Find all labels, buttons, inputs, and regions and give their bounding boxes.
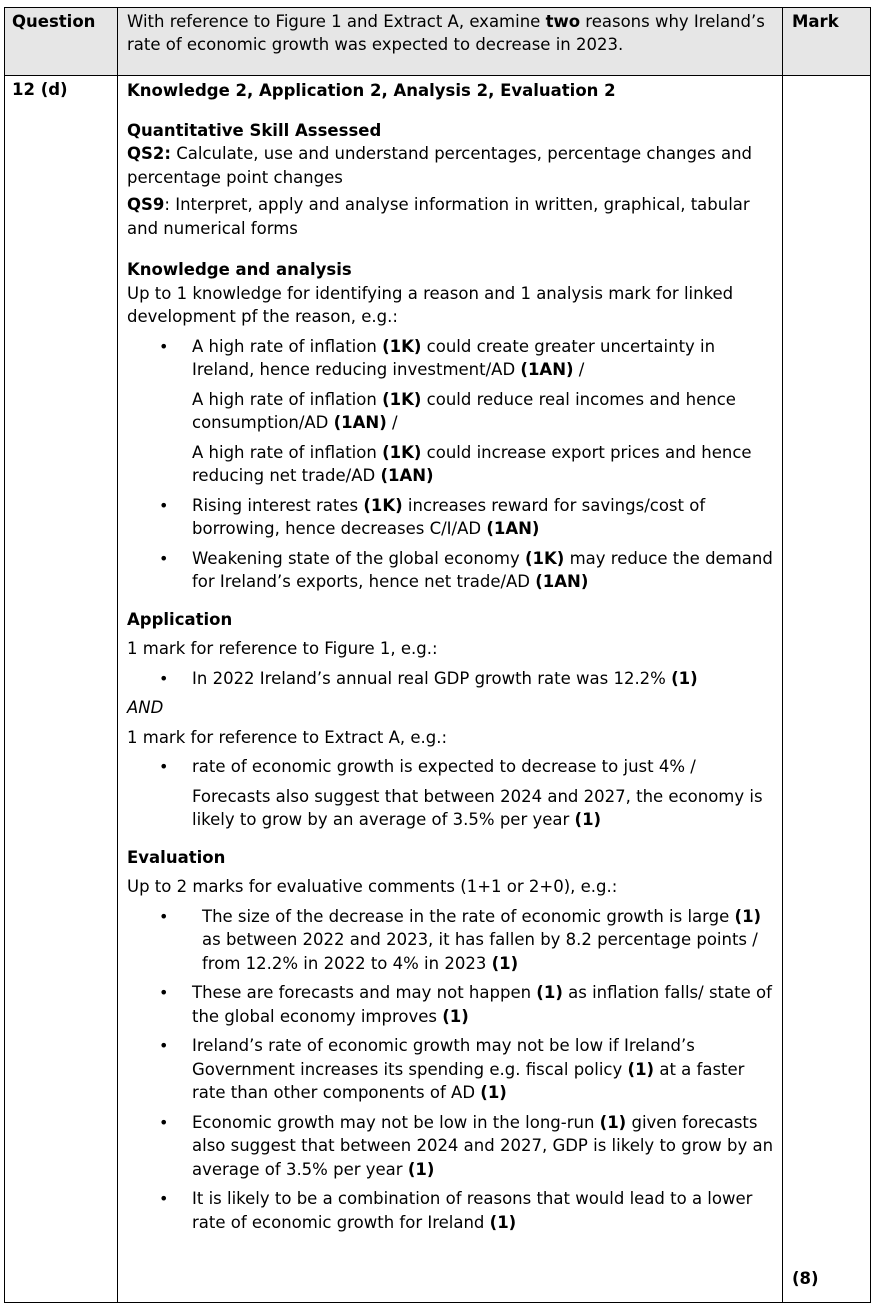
list-item: • These are forecasts and may not happen (1) as inflation falls/ state of the global economy improves (1) xyxy=(127,981,774,1028)
list-item: • Weakening state of the global economy (1K) may reduce the demand for Ireland’s exports, hence net trade/AD (1AN) xyxy=(127,547,774,594)
assessment-objectives: Knowledge 2, Application 2, Analysis 2, Evaluation 2 xyxy=(127,81,616,100)
list-item: • It is likely to be a combination of reasons that would lead to a lower rate of economic growth for Ireland (1) xyxy=(127,1187,774,1234)
header-row xyxy=(5,8,871,76)
list-item: • In 2022 Ireland’s annual real GDP growth rate was 12.2% (1) xyxy=(127,667,774,691)
question-header-cell xyxy=(5,8,118,76)
skill-qs9: QS9: Interpret, apply and analyse information in written, graphical, tabular and numerical forms xyxy=(127,195,750,238)
evaluation-heading: Evaluation xyxy=(127,847,226,867)
quantitative-heading: Quantitative Skill Assessed xyxy=(127,120,382,140)
mark-scheme-table xyxy=(4,7,871,1303)
total-mark: (8) xyxy=(792,1269,819,1288)
list-item: • Ireland’s rate of economic growth may not be low if Ireland’s Government increases its spending e.g. fiscal policy (1) at a faster rate than other components of AD (1) xyxy=(127,1034,774,1105)
question-label: Question xyxy=(12,12,96,31)
skill-qs2: QS2: Calculate, use and understand percentages, percentage changes and percentage point changes xyxy=(127,144,753,187)
question-number: 12 (d) xyxy=(12,80,68,99)
knowledge-analysis-heading: Knowledge and analysis xyxy=(127,260,352,279)
knowledge-analysis-list xyxy=(127,335,774,382)
mark-header-cell xyxy=(783,8,871,76)
mark-label: Mark xyxy=(792,12,839,31)
knowledge-analysis-intro: Up to 1 knowledge for identifying a reason and 1 analysis mark for linked development pf the reason, e.g.: xyxy=(127,283,734,326)
application-intro-extract: 1 mark for reference to Extract A, e.g.: xyxy=(127,727,448,747)
list-item-continuation: Forecasts also suggest that between 2024 and 2027, the economy is likely to grow by an average of 3.5% per year (1) xyxy=(192,786,763,829)
prompt-text: With reference to Figure 1 and Extract A, examine xyxy=(127,12,546,31)
list-item: • The size of the decrease in the rate of economic growth is large (1) as between 2022 and 2023, it has fallen by 8.2 percentage points / from 12.2% in 2022 to 4% in 2023 (1) xyxy=(127,905,774,976)
list-item-continuation: A high rate of inflation (1K) could reduce real incomes and hence consumption/AD (1AN) / xyxy=(192,389,736,432)
evaluation-intro: Up to 2 marks for evaluative comments (1+1 or 2+0), e.g.: xyxy=(127,877,618,896)
list-item: • rate of economic growth is expected to decrease to just 4% / xyxy=(127,755,774,779)
application-heading: Application xyxy=(127,609,233,629)
list-item: • Economic growth may not be low in the long-run (1) given forecasts also suggest that between 2024 and 2027, GDP is likely to grow by an average of 3.5% per year (1) xyxy=(127,1111,774,1182)
list-item-continuation: A high rate of inflation (1K) could increase export prices and hence reducing net trade/AD (1AN) xyxy=(192,442,752,485)
application-intro-figure: 1 mark for reference to Figure 1, e.g.: xyxy=(127,639,438,658)
question-prompt xyxy=(118,8,782,56)
answer-row xyxy=(5,76,871,1303)
question-number-cell xyxy=(5,76,118,1303)
prompt-cell xyxy=(118,8,783,76)
prompt-text: reasons why Ireland’s rate of economic growth was expected to decrease in 2023. xyxy=(127,12,765,54)
list-item: • A high rate of inflation (1K) could create greater uncertainty in Ireland, hence reducing investment/AD (1AN) / xyxy=(127,335,774,382)
guidance-content xyxy=(118,76,782,1234)
evaluation-list xyxy=(127,905,774,1235)
guidance-cell xyxy=(118,76,783,1303)
list-item: • Rising interest rates (1K) increases reward for savings/cost of borrowing, hence decreases C/I/AD (1AN) xyxy=(127,494,774,541)
prompt-bold: two xyxy=(545,12,581,31)
and-label: AND xyxy=(127,698,164,717)
mark-cell xyxy=(783,76,871,1303)
